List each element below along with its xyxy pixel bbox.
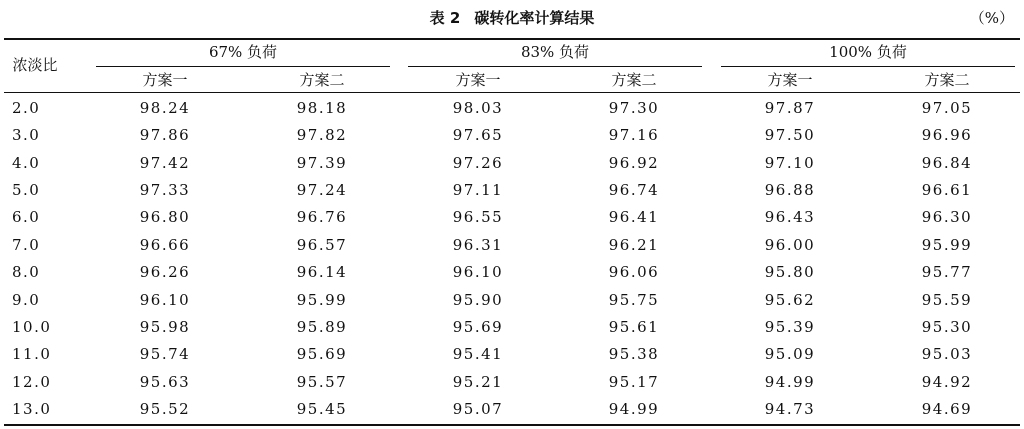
value-cell: 96.66 xyxy=(139,235,191,254)
row-ratio-cell: 10.0 xyxy=(12,317,52,336)
value-cell: 95.38 xyxy=(608,345,660,364)
value-cell: 95.62 xyxy=(764,290,816,309)
value-cell: 94.99 xyxy=(608,399,660,418)
value-cell: 95.89 xyxy=(296,317,348,336)
value-cell: 95.69 xyxy=(452,317,504,336)
table-caption xyxy=(0,6,1024,30)
value-cell: 94.92 xyxy=(921,372,973,391)
table-title xyxy=(0,6,1024,30)
value-cell: 97.39 xyxy=(296,153,348,172)
value-cell: 97.30 xyxy=(608,99,660,117)
value-cell: 94.69 xyxy=(921,399,973,418)
row-header-label: 浓淡比 xyxy=(12,56,58,74)
value-cell: 96.80 xyxy=(139,208,191,227)
value-cell: 95.52 xyxy=(139,399,191,418)
value-cell: 98.18 xyxy=(296,99,348,117)
table-row xyxy=(0,122,1024,149)
value-cell: 96.55 xyxy=(452,208,504,227)
value-cell: 97.33 xyxy=(139,181,191,200)
value-cell: 97.87 xyxy=(764,99,816,117)
value-cell: 96.84 xyxy=(921,153,973,172)
table-row xyxy=(0,396,1024,423)
value-cell: 97.16 xyxy=(608,126,660,145)
value-cell: 95.90 xyxy=(452,290,504,309)
value-cell: 96.43 xyxy=(764,208,816,227)
value-cell: 96.74 xyxy=(608,181,660,200)
row-ratio-cell: 7.0 xyxy=(12,235,41,254)
row-ratio-cell: 6.0 xyxy=(12,208,41,227)
value-cell: 97.50 xyxy=(764,126,816,145)
value-cell: 96.92 xyxy=(608,153,660,172)
row-ratio-cell: 12.0 xyxy=(12,372,52,391)
value-cell: 96.30 xyxy=(921,208,973,227)
value-cell: 95.45 xyxy=(296,399,348,418)
top-rule xyxy=(4,38,1020,40)
table-row xyxy=(0,232,1024,259)
value-cell: 97.26 xyxy=(452,153,504,172)
group-header-100: 100% 负荷 xyxy=(829,43,907,61)
value-cell: 96.57 xyxy=(296,235,348,254)
value-cell: 95.61 xyxy=(608,317,660,336)
table-title-text: 碳转化率计算结果 xyxy=(474,9,595,27)
value-cell: 95.98 xyxy=(139,317,191,336)
table-row xyxy=(0,177,1024,204)
value-cell: 95.59 xyxy=(921,290,973,309)
value-cell: 97.11 xyxy=(452,181,504,200)
value-cell: 95.07 xyxy=(452,399,504,418)
value-cell: 97.24 xyxy=(296,181,348,200)
group-rule-100 xyxy=(721,66,1015,67)
row-ratio-cell: 13.0 xyxy=(12,399,52,418)
table-row xyxy=(0,287,1024,314)
header-rule xyxy=(4,92,1020,93)
scheme-header-6: 方案二 xyxy=(924,71,970,89)
scheme-header-3: 方案一 xyxy=(455,71,501,89)
value-cell: 96.10 xyxy=(452,263,504,282)
value-cell: 96.06 xyxy=(608,263,660,282)
table-unit: （%） xyxy=(969,9,1014,27)
value-cell: 96.14 xyxy=(296,263,348,282)
group-rule-83 xyxy=(408,66,702,67)
value-cell: 95.39 xyxy=(764,317,816,336)
value-cell: 95.41 xyxy=(452,345,504,364)
value-cell: 95.09 xyxy=(764,345,816,364)
row-ratio-cell: 3.0 xyxy=(12,126,41,145)
value-cell: 95.21 xyxy=(452,372,504,391)
value-cell: 96.76 xyxy=(296,208,348,227)
table-row xyxy=(0,204,1024,231)
value-cell: 96.00 xyxy=(764,235,816,254)
value-cell: 96.31 xyxy=(452,235,504,254)
value-cell: 95.75 xyxy=(608,290,660,309)
scheme-header-1: 方案一 xyxy=(142,71,188,89)
row-ratio-cell: 2.0 xyxy=(12,99,41,117)
value-cell: 98.03 xyxy=(452,99,504,117)
value-cell: 96.88 xyxy=(764,181,816,200)
scheme-header-5: 方案一 xyxy=(767,71,813,89)
row-ratio-cell: 8.0 xyxy=(12,263,41,282)
table-row xyxy=(0,95,1024,122)
group-header-83: 83% 负荷 xyxy=(520,43,590,61)
value-cell: 97.42 xyxy=(139,153,191,172)
bottom-rule xyxy=(4,424,1020,426)
value-cell: 96.96 xyxy=(921,126,973,145)
value-cell: 96.61 xyxy=(921,181,973,200)
group-header-67: 67% 负荷 xyxy=(208,43,278,61)
row-ratio-cell: 5.0 xyxy=(12,181,41,200)
table-row xyxy=(0,341,1024,368)
group-rule-67 xyxy=(96,66,390,67)
value-cell: 95.77 xyxy=(921,263,973,282)
table-row xyxy=(0,150,1024,177)
value-cell: 97.82 xyxy=(296,126,348,145)
value-cell: 96.26 xyxy=(139,263,191,282)
value-cell: 96.10 xyxy=(139,290,191,309)
value-cell: 95.03 xyxy=(921,345,973,364)
value-cell: 97.10 xyxy=(764,153,816,172)
table-number: 表 2 xyxy=(429,9,461,27)
value-cell: 94.99 xyxy=(764,372,816,391)
row-ratio-cell: 11.0 xyxy=(12,345,52,364)
value-cell: 98.24 xyxy=(139,99,191,117)
table-row xyxy=(0,259,1024,286)
value-cell: 97.05 xyxy=(921,99,973,117)
scheme-header-2: 方案二 xyxy=(299,71,345,89)
value-cell: 96.41 xyxy=(608,208,660,227)
value-cell: 97.65 xyxy=(452,126,504,145)
value-cell: 95.30 xyxy=(921,317,973,336)
value-cell: 96.21 xyxy=(608,235,660,254)
value-cell: 95.17 xyxy=(608,372,660,391)
row-ratio-cell: 4.0 xyxy=(12,153,41,172)
value-cell: 94.73 xyxy=(764,399,816,418)
value-cell: 95.74 xyxy=(139,345,191,364)
table-row xyxy=(0,369,1024,396)
value-cell: 95.69 xyxy=(296,345,348,364)
value-cell: 95.80 xyxy=(764,263,816,282)
value-cell: 95.99 xyxy=(296,290,348,309)
value-cell: 95.99 xyxy=(921,235,973,254)
value-cell: 95.57 xyxy=(296,372,348,391)
row-ratio-cell: 9.0 xyxy=(12,290,41,309)
value-cell: 97.86 xyxy=(139,126,191,145)
table-row xyxy=(0,314,1024,341)
value-cell: 95.63 xyxy=(139,372,191,391)
scheme-header-4: 方案二 xyxy=(611,71,657,89)
